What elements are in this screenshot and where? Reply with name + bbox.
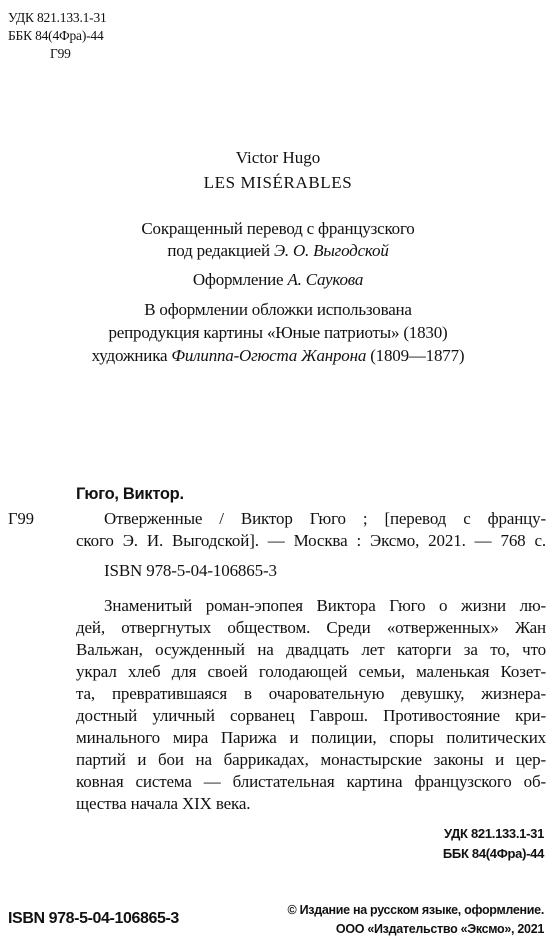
catalog-entry-line-2: ского Э. И. Выгодской]. — Москва : Эксмо, 2021. — 768 с.	[76, 531, 546, 550]
bbk-code: ББК 84(4Фра)-44	[8, 28, 104, 43]
catalog-heading: Гюго, Виктор.	[76, 485, 184, 503]
annotation-line: украл хлеб для своей голодающей семьи, маленькая Козет-	[76, 662, 546, 681]
catalog-author-mark: Г99	[8, 509, 35, 528]
cover-artist: Филиппа-Огюста Жанрона	[171, 346, 367, 365]
translation-editor: Э. О. Выгодской	[273, 241, 389, 260]
design-prefix: Оформление	[192, 270, 288, 289]
catalog-entry-line-1: Отверженные / Виктор Гюго ; [перевод с францу-	[104, 509, 546, 528]
cover-line-3	[0, 345, 556, 366]
translation-editor-prefix: под редакцией	[167, 241, 274, 260]
cover-line-2: репродукция картины «Юные патриоты» (1830)	[108, 323, 448, 342]
translation-editor-line	[0, 240, 556, 261]
original-title: LES MISÉRABLES	[203, 173, 353, 192]
cover-artist-prefix: художника	[91, 346, 172, 365]
original-author: Victor Hugo	[235, 148, 321, 167]
card-udk-code: УДК 821.133.1-31	[443, 826, 544, 841]
card-bbk-code: ББК 84(4Фра)-44	[442, 846, 544, 861]
footer-isbn: ISBN 978-5-04-106865-3	[8, 910, 179, 927]
annotation-line: ковная система — блистательная картина французского об-	[76, 772, 546, 791]
annotation-line: партий и бои на баррикадах, монастырские законы и цер-	[76, 750, 546, 769]
catalog-isbn: ISBN 978-5-04-106865-3	[104, 561, 277, 580]
annotation-line: достный уличный сорванец Гаврош. Противостояние кри-	[76, 706, 546, 725]
annotation-line: минального мира Парижа и полиции, споры политических	[76, 728, 546, 747]
annotation-line: та, превратившаяся в очаровательную девушку, жизнера-	[76, 684, 546, 703]
cover-line-1: В оформлении обложки использована	[144, 300, 412, 319]
udk-code: УДК 821.133.1-31	[8, 10, 107, 25]
annotation-line: Вальжан, осужденный на двадцать лет каторги за то, что	[76, 640, 546, 659]
translation-line: Сокращенный перевод с французского	[141, 219, 415, 238]
annotation-line: дей, отвергнутых обществом. Среди «отверженных» Жан	[76, 618, 546, 637]
design-line	[0, 269, 556, 290]
copyright-line-2: ООО «Издательство «Эксмо», 2021	[335, 922, 544, 936]
annotation-line: Знаменитый роман-эпопея Виктора Гюго о жизни лю-	[104, 596, 546, 615]
author-mark: Г99	[50, 46, 71, 61]
designer: А. Саукова	[287, 270, 364, 289]
copyright-line-1: © Издание на русском языке, оформление.	[287, 903, 544, 917]
cover-artist-years: (1809—1877)	[366, 346, 465, 365]
annotation-line: щества начала XIX века.	[76, 794, 251, 813]
